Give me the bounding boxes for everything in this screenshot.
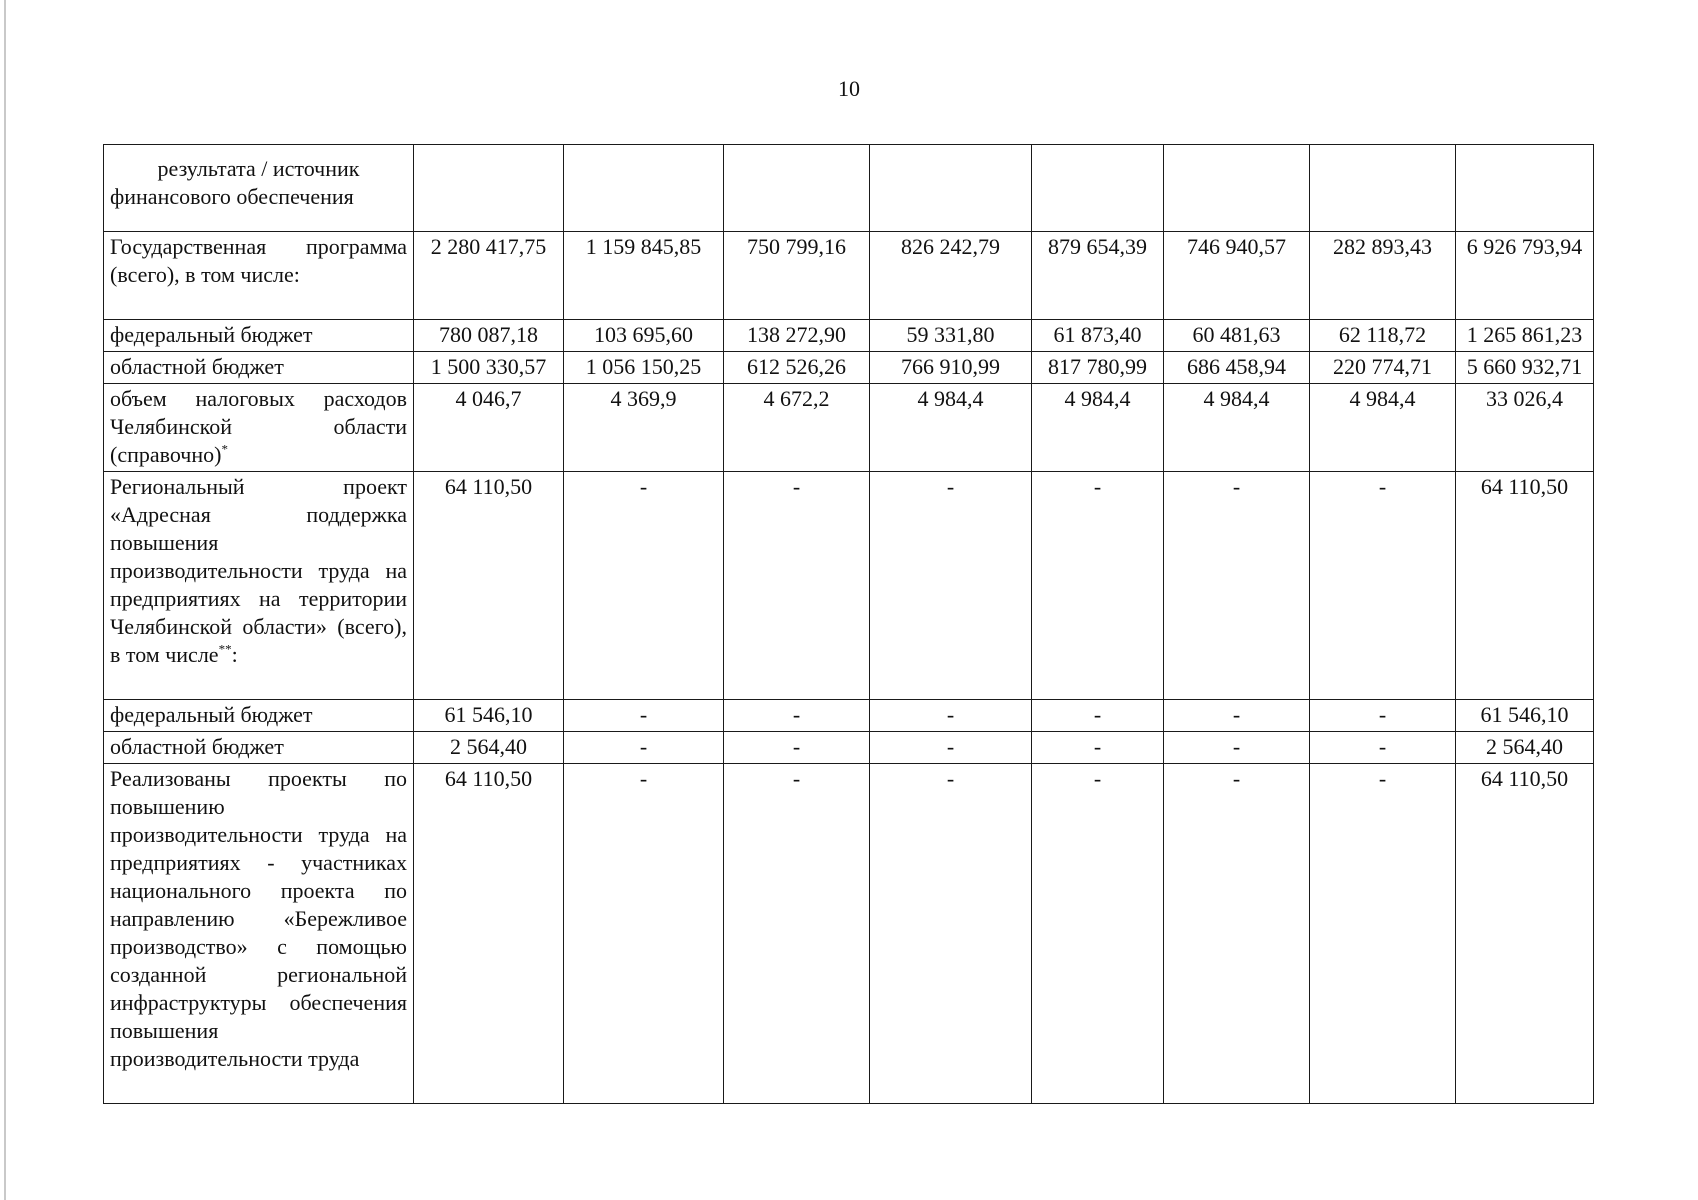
table-row	[104, 352, 1594, 384]
header-cell-empty	[724, 145, 870, 232]
total-cell: 6 926 793,94	[1456, 232, 1594, 320]
financing-table	[103, 144, 1594, 1104]
row-label-text: объем налоговых расходов Челябинской области (справочно)	[110, 386, 407, 467]
total-cell: 61 546,10	[1456, 700, 1594, 732]
value-cell: -	[1164, 732, 1310, 764]
value-cell: 4 369,9	[564, 384, 724, 472]
value-cell: 2 280 417,75	[414, 232, 564, 320]
value-cell: 282 893,43	[1310, 232, 1456, 320]
value-cell: -	[564, 472, 724, 700]
value-cell: 60 481,63	[1164, 320, 1310, 352]
value-cell: 750 799,16	[724, 232, 870, 320]
value-cell: 4 984,4	[870, 384, 1032, 472]
value-cell: -	[724, 472, 870, 700]
value-cell: -	[1164, 700, 1310, 732]
value-cell: 817 780,99	[1032, 352, 1164, 384]
value-cell: -	[724, 764, 870, 1104]
total-cell: 64 110,50	[1456, 472, 1594, 700]
row-label	[104, 384, 414, 472]
table-row	[104, 232, 1594, 320]
footnote-mark: *	[221, 441, 228, 457]
table-row	[104, 384, 1594, 472]
header-cell-empty	[870, 145, 1032, 232]
value-cell: -	[1032, 732, 1164, 764]
value-cell: 59 331,80	[870, 320, 1032, 352]
value-cell: 61 546,10	[414, 700, 564, 732]
value-cell: -	[724, 700, 870, 732]
value-cell: -	[1164, 472, 1310, 700]
table-row	[104, 700, 1594, 732]
value-cell: -	[1310, 472, 1456, 700]
row-label: федеральный бюджет	[104, 320, 414, 352]
value-cell: -	[1164, 764, 1310, 1104]
total-cell: 5 660 932,71	[1456, 352, 1594, 384]
scan-edge	[4, 0, 6, 1200]
header-cell-empty	[1164, 145, 1310, 232]
value-cell: -	[564, 700, 724, 732]
row-label: областной бюджет	[104, 352, 414, 384]
value-cell: 686 458,94	[1164, 352, 1310, 384]
value-cell: 138 272,90	[724, 320, 870, 352]
total-cell: 64 110,50	[1456, 764, 1594, 1104]
header-cell-empty	[414, 145, 564, 232]
value-cell: -	[870, 764, 1032, 1104]
value-cell: 4 984,4	[1032, 384, 1164, 472]
value-cell: -	[1032, 764, 1164, 1104]
value-cell: -	[564, 764, 724, 1104]
header-cell-empty	[1310, 145, 1456, 232]
total-cell: 1 265 861,23	[1456, 320, 1594, 352]
value-cell: 4 046,7	[414, 384, 564, 472]
footnote-mark: **	[218, 641, 232, 657]
value-cell: -	[1032, 472, 1164, 700]
row-label: Государственная программа (всего), в том числе:	[104, 232, 414, 320]
header-cell-empty	[1456, 145, 1594, 232]
value-cell: 826 242,79	[870, 232, 1032, 320]
table-row	[104, 732, 1594, 764]
row-label-text: Региональный проект «Адресная поддержка повышения производительности труда на предприятиях на территории Челябинской области» (всего), в том числе	[110, 474, 407, 667]
table-row	[104, 764, 1594, 1104]
financing-table-wrap	[103, 144, 1593, 1104]
value-cell: -	[724, 732, 870, 764]
value-cell: -	[870, 732, 1032, 764]
table-row	[104, 472, 1594, 700]
value-cell: -	[1032, 700, 1164, 732]
header-cell-label: результата / источник финансового обеспечения	[104, 145, 414, 232]
page-number: 10	[838, 76, 860, 101]
value-cell: 4 984,4	[1164, 384, 1310, 472]
table-row	[104, 320, 1594, 352]
row-label: Реализованы проекты по повышению производительности труда на предприятиях - участниках национального проекта по направлению «Бережливое производство» с помощью созданной региональной инфраструктуры обеспечения повышения производительности труда	[104, 764, 414, 1104]
value-cell: -	[870, 700, 1032, 732]
value-cell: 64 110,50	[414, 472, 564, 700]
header-cell-empty	[1032, 145, 1164, 232]
value-cell: -	[870, 472, 1032, 700]
table-header-row	[104, 145, 1594, 232]
value-cell: 4 984,4	[1310, 384, 1456, 472]
value-cell: 612 526,26	[724, 352, 870, 384]
value-cell: 2 564,40	[414, 732, 564, 764]
value-cell: 220 774,71	[1310, 352, 1456, 384]
value-cell: 766 910,99	[870, 352, 1032, 384]
value-cell: 1 056 150,25	[564, 352, 724, 384]
value-cell: 879 654,39	[1032, 232, 1164, 320]
value-cell: 1 500 330,57	[414, 352, 564, 384]
row-label: федеральный бюджет	[104, 700, 414, 732]
value-cell: 103 695,60	[564, 320, 724, 352]
total-cell: 33 026,4	[1456, 384, 1594, 472]
value-cell: 64 110,50	[414, 764, 564, 1104]
row-label	[104, 472, 414, 700]
header-cell-empty	[564, 145, 724, 232]
value-cell: -	[1310, 764, 1456, 1104]
value-cell: 1 159 845,85	[564, 232, 724, 320]
value-cell: 780 087,18	[414, 320, 564, 352]
row-label-suffix: :	[231, 642, 238, 667]
value-cell: 4 672,2	[724, 384, 870, 472]
value-cell: 61 873,40	[1032, 320, 1164, 352]
row-label: областной бюджет	[104, 732, 414, 764]
value-cell: -	[564, 732, 724, 764]
value-cell: -	[1310, 732, 1456, 764]
value-cell: 62 118,72	[1310, 320, 1456, 352]
value-cell: -	[1310, 700, 1456, 732]
value-cell: 746 940,57	[1164, 232, 1310, 320]
total-cell: 2 564,40	[1456, 732, 1594, 764]
